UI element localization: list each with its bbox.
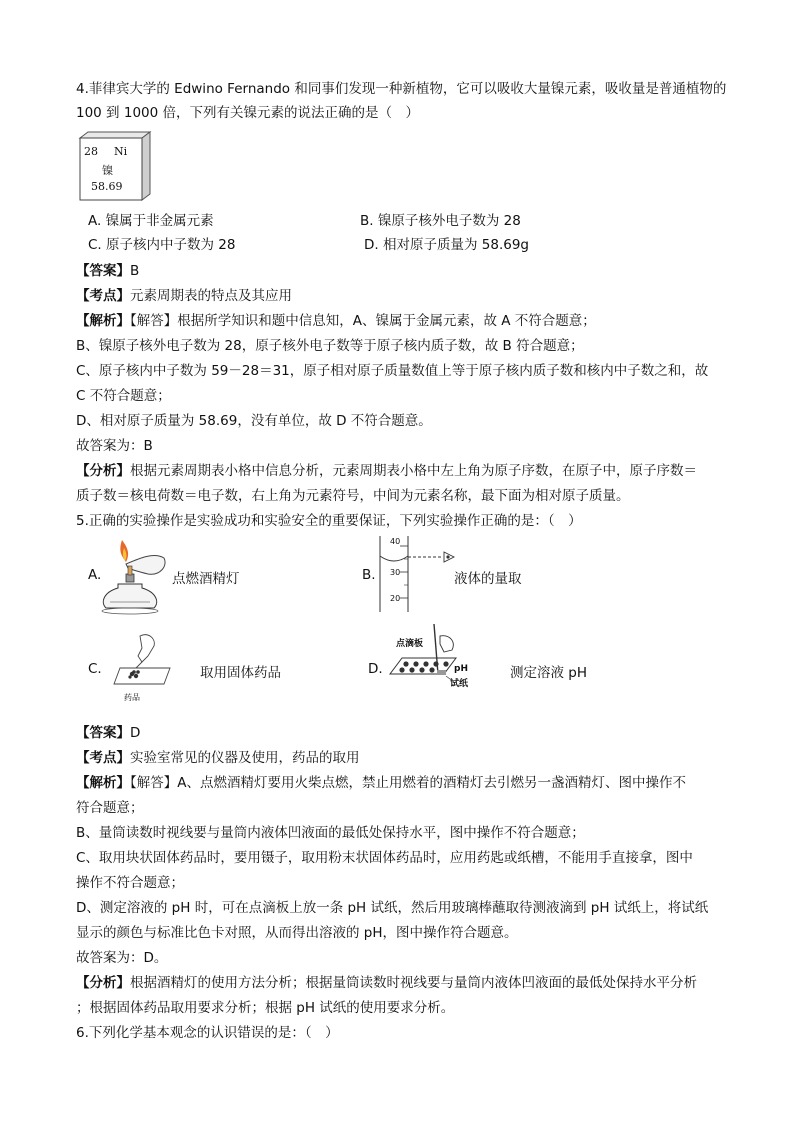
alcohol-lamp-figure [100,536,172,616]
tile-symbol: Ni [114,145,128,158]
q5-fenxi-line2: ；根据固体药品取用要求分析；根据 pH 试纸的使用要求分析。 [76,1000,455,1016]
test-paper-label: 试纸 [450,679,469,689]
q4-option-b: B. 镍原子核外电子数为 28 [360,213,521,229]
ph-label: pH [454,664,468,674]
q5-option-b-text: 液体的量取 [454,571,522,587]
element-tile-figure [76,130,154,202]
q5-point: 【考点】实验室常见的仪器及使用，药品的取用 [76,750,360,766]
q5-stem: 5.正确的实验操作是实验成功和实验安全的重要保证，下列实验操作正确的是：（ ） [76,513,582,529]
q5-option-b-letter: B. [362,567,376,583]
q5-analysis-line1: 【解析】【解答】A、点燃酒精灯要用火柴点燃，禁止用燃着的酒精灯去引燃另一盏酒精灯、图中操作不 [76,775,686,791]
q5-option-a-letter: A. [88,567,102,583]
spot-plate-label: 点滴板 [396,639,424,649]
q5-option-c-text: 取用固体药品 [200,665,281,681]
reagent-label: 药品 [124,693,140,702]
q5-option-c-letter: C. [88,661,102,677]
q4-point: 【考点】元素周期表的特点及其应用 [76,288,292,304]
q6-stem: 6.下列化学基本观念的认识错误的是：（ ） [76,1025,339,1041]
q4-fenxi-line2: 质子数＝核电荷数＝电子数，右上角为元素符号，中间为元素名称，最下面为相对原子质量。 [76,488,630,504]
tile-atomic-mass: 58.69 [91,180,123,193]
q5-analysis-line5: 操作不符合题意； [76,875,184,891]
q4-answer: 【答案】B [76,263,140,279]
q4-analysis-line5: D、相对原子质量为 58.69，没有单位，故 D 不符合题意。 [76,413,432,429]
q5-analysis-line7: 显示的颜色与标准比色卡对照，从而得出溶液的 pH，图中操作符合题意。 [76,925,518,941]
graduated-cylinder-figure [376,536,462,614]
q5-fenxi-line1: 【分析】根据酒精灯的使用方法分析；根据量筒读数时视线要与量筒内液体凹液面的最低处保持水平分析 [76,975,697,991]
q4-stem-line1: 4.菲律宾大学的 Edwino Fernando 和同事们发现一种新植物，它可以吸收大量镍元素，吸收量是普通植物的 [76,81,727,97]
q4-analysis-line6: 故答案为：B [76,438,153,454]
q5-option-a-text: 点燃酒精灯 [172,571,240,587]
q5-analysis-line2: 符合题意； [76,800,144,816]
tile-atomic-number: 28 [84,145,98,158]
q5-analysis-line3: B、量筒读数时视线要与量筒内液体凹液面的最低处保持水平，图中操作不符合题意； [76,825,585,841]
q4-option-c: C. 原子核内中子数为 28 [88,237,236,253]
q4-option-a: A. 镍属于非金属元素 [88,213,214,229]
tile-element-name: 镍 [102,164,113,177]
q4-analysis-line1: 【解析】【解答】根据所学知识和题中信息知，A、镍属于金属元素，故 A 不符合题意； [76,313,596,329]
q4-analysis-line4: C 不符合题意； [76,388,171,404]
cylinder-tick-20: 20 [390,594,401,603]
q4-fenxi-line1: 【分析】根据元素周期表小格中信息分析，元素周期表小格中左上角为原子序数，在原子中，原子序数＝ [76,463,697,479]
q5-analysis-line8: 故答案为：D。 [76,950,168,966]
q4-option-d: D. 相对原子质量为 58.69g [364,237,529,253]
q4-analysis-line3: C、原子核内中子数为 59－28＝31，原子相对原子质量数值上等于原子核内质子数和核内中子数之和，故 [76,363,709,379]
q5-analysis-line4: C、取用块状固体药品时，要用镊子，取用粉末状固体药品时，应用药匙或纸槽，不能用手直接拿，图中 [76,850,693,866]
q4-stem-line2: 100 到 1000 倍，下列有关镍元素的说法正确的是（ ） [76,105,419,121]
spot-plate-figure [386,620,480,692]
cylinder-tick-40: 40 [390,537,401,546]
q5-option-d-text: 测定溶液 pH [510,665,588,681]
cylinder-tick-30: 30 [390,568,401,577]
solid-reagent-figure [108,628,174,706]
q5-answer: 【答案】D [76,725,141,741]
q5-option-d-letter: D. [368,661,383,677]
q5-analysis-line6: D、测定溶液的 pH 时，可在点滴板上放一条 pH 试纸，然后用玻璃棒蘸取待测液滴到 pH 试纸上，将试纸 [76,900,709,916]
q4-analysis-line2: B、镍原子核外电子数为 28，原子核外电子数等于原子核内质子数，故 B 符合题意； [76,338,584,354]
